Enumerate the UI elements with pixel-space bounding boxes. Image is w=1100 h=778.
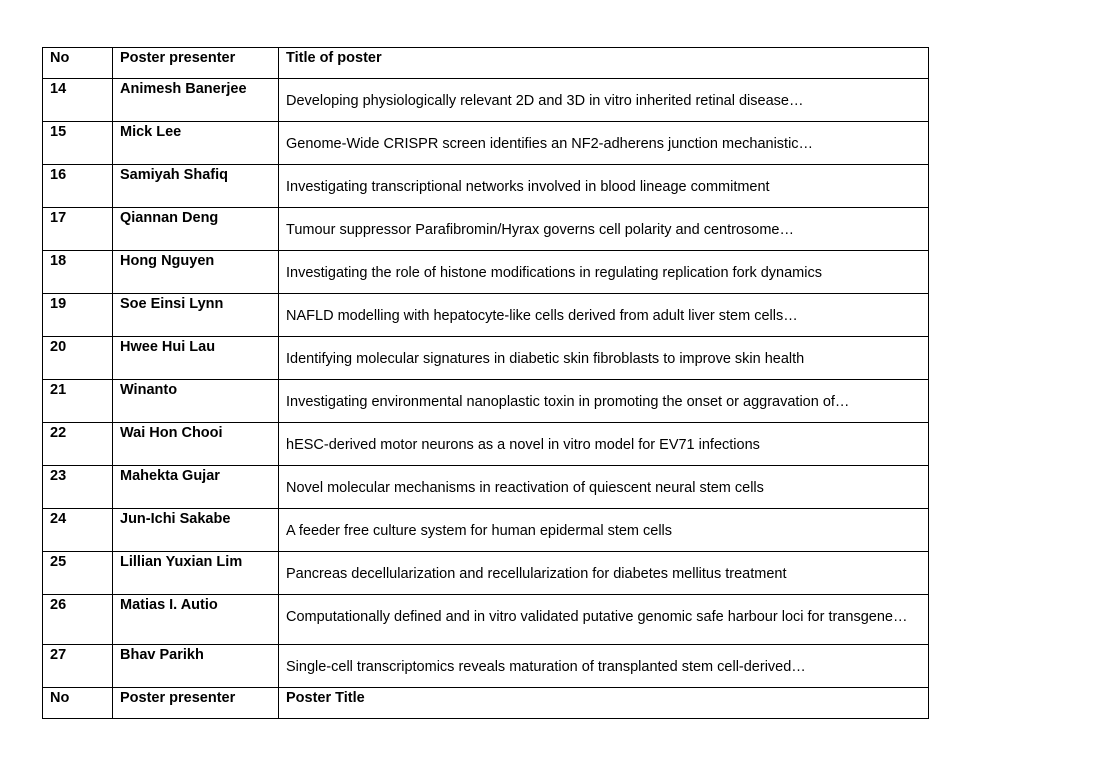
row-no: 17 xyxy=(43,208,113,251)
table-row xyxy=(43,595,929,645)
table-row xyxy=(43,380,929,423)
row-presenter: Lillian Yuxian Lim xyxy=(113,552,279,595)
poster-table xyxy=(42,47,929,719)
row-no: 27 xyxy=(43,645,113,688)
row-title: Investigating transcriptional networks involved in blood lineage commitment xyxy=(279,165,929,208)
row-title: Developing physiologically relevant 2D and 3D in vitro inherited retinal disease… xyxy=(279,79,929,122)
table-row xyxy=(43,208,929,251)
row-title: Single-cell transcriptomics reveals maturation of transplanted stem cell-derived… xyxy=(279,645,929,688)
row-presenter: Bhav Parikh xyxy=(113,645,279,688)
table-row xyxy=(43,251,929,294)
row-no: 23 xyxy=(43,466,113,509)
footer-no: No xyxy=(43,688,113,719)
row-no: 25 xyxy=(43,552,113,595)
row-title: Pancreas decellularization and recellularization for diabetes mellitus treatment xyxy=(279,552,929,595)
row-presenter: Mick Lee xyxy=(113,122,279,165)
header-presenter: Poster presenter xyxy=(113,48,279,79)
table-row xyxy=(43,645,929,688)
table-header-row xyxy=(43,48,929,79)
row-title: Investigating environmental nanoplastic toxin in promoting the onset or aggravation of… xyxy=(279,380,929,423)
row-presenter: Winanto xyxy=(113,380,279,423)
row-title: Computationally defined and in vitro validated putative genomic safe harbour loci for transgene… xyxy=(279,595,929,645)
row-title: Tumour suppressor Parafibromin/Hyrax governs cell polarity and centrosome… xyxy=(279,208,929,251)
row-no: 19 xyxy=(43,294,113,337)
table-row xyxy=(43,122,929,165)
row-presenter: Qiannan Deng xyxy=(113,208,279,251)
row-no: 20 xyxy=(43,337,113,380)
row-title: A feeder free culture system for human epidermal stem cells xyxy=(279,509,929,552)
header-title: Title of poster xyxy=(279,48,929,79)
row-title: NAFLD modelling with hepatocyte-like cells derived from adult liver stem cells… xyxy=(279,294,929,337)
table-row xyxy=(43,294,929,337)
row-no: 26 xyxy=(43,595,113,645)
row-no: 16 xyxy=(43,165,113,208)
footer-title: Poster Title xyxy=(279,688,929,719)
table-row xyxy=(43,79,929,122)
row-no: 22 xyxy=(43,423,113,466)
row-presenter: Hwee Hui Lau xyxy=(113,337,279,380)
row-presenter: Matias I. Autio xyxy=(113,595,279,645)
row-presenter: Jun-Ichi Sakabe xyxy=(113,509,279,552)
row-no: 21 xyxy=(43,380,113,423)
row-title: Novel molecular mechanisms in reactivation of quiescent neural stem cells xyxy=(279,466,929,509)
row-no: 14 xyxy=(43,79,113,122)
table-row xyxy=(43,552,929,595)
table-row xyxy=(43,165,929,208)
row-title: hESC-derived motor neurons as a novel in vitro model for EV71 infections xyxy=(279,423,929,466)
row-presenter: Hong Nguyen xyxy=(113,251,279,294)
row-presenter: Wai Hon Chooi xyxy=(113,423,279,466)
table-row xyxy=(43,423,929,466)
row-no: 15 xyxy=(43,122,113,165)
header-no: No xyxy=(43,48,113,79)
table-row xyxy=(43,337,929,380)
row-no: 24 xyxy=(43,509,113,552)
row-no: 18 xyxy=(43,251,113,294)
row-presenter: Samiyah Shafiq xyxy=(113,165,279,208)
table-footer-row xyxy=(43,688,929,719)
table-row xyxy=(43,509,929,552)
row-presenter: Soe Einsi Lynn xyxy=(113,294,279,337)
row-title: Identifying molecular signatures in diabetic skin fibroblasts to improve skin health xyxy=(279,337,929,380)
row-title: Genome-Wide CRISPR screen identifies an NF2-adherens junction mechanistic… xyxy=(279,122,929,165)
row-presenter: Animesh Banerjee xyxy=(113,79,279,122)
table-row xyxy=(43,466,929,509)
footer-presenter: Poster presenter xyxy=(113,688,279,719)
row-presenter: Mahekta Gujar xyxy=(113,466,279,509)
row-title: Investigating the role of histone modifications in regulating replication fork dynamics xyxy=(279,251,929,294)
